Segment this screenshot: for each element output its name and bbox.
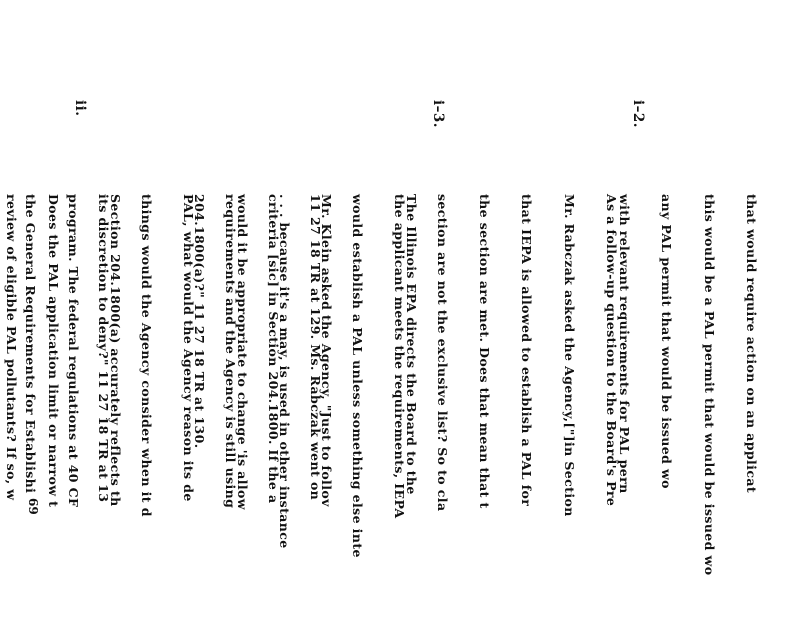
- text-line: with relevant requirements for PAL pern: [616, 194, 632, 494]
- text-line: that IEPA is allowed to establish a PAL for: [519, 194, 535, 507]
- text-line: [150, 194, 164, 549]
- paragraph-ii: [0, 194, 88, 507]
- text-line: Does the PAL application limit or narrow t: [45, 194, 61, 508]
- text-line: that would require action on an applicat: [743, 194, 759, 494]
- text-line: Mr. Klein asked the Agency, "Just to follov: [319, 194, 335, 507]
- page-number: 69: [26, 498, 40, 515]
- text-line: would it be appropriate to change 'is allow: [234, 194, 250, 510]
- text-line: would establish a PAL unless something else inte: [350, 194, 366, 558]
- text-line: The Illinois EPA directs the Board to the: [403, 194, 419, 495]
- section-label-ii: ii.: [72, 100, 88, 117]
- text-line: the applicant meets the requirements, IEPA: [392, 194, 408, 519]
- text-line: program. The federal regulations at 40 CF: [65, 194, 81, 508]
- text-line: criteria [sic] in Section 204.1800. If the a: [265, 194, 281, 504]
- text-line: Mr. Rabczak asked the Agency,["]in Section: [561, 194, 577, 517]
- text-line: PAL, what would the Agency reason its de: [181, 194, 196, 502]
- text-line: . . . because it's a may, is used in other instance: [276, 194, 292, 549]
- text-line: review of eligible PAL pollutants? If so, w: [3, 194, 19, 501]
- text-line: requirements and the Agency is still using: [223, 194, 239, 509]
- text-line: its discretion to deny?" 11 27 18 TR at 13: [96, 194, 112, 503]
- text-line: this would be a PAL permit that would be issued wo: [701, 194, 717, 576]
- text-line: Section 204.1800(a) accurately reflects th: [107, 194, 123, 507]
- text-line: things would the Agency consider when it d: [138, 194, 154, 517]
- section-label-i-3: i–3.: [430, 100, 446, 128]
- text-line: the General Requirements for Establishi: [23, 194, 39, 494]
- section-label-i-2: i–2.: [630, 100, 646, 128]
- text-line: any PAL permit that would be issued wo: [659, 194, 675, 489]
- text-line: 204.1800(a)?" 11 27 18 TR at 130.: [192, 194, 208, 449]
- text-line: As a follow-up question to the Board's Pre: [603, 194, 619, 507]
- text-line: 11 27 18 TR at 129. Ms. Rabczak went on: [307, 194, 323, 501]
- text-line: the section are met. Does that mean that t: [476, 194, 492, 509]
- text-line: [361, 194, 375, 549]
- text-line: section are not the exclusive list? So to cla: [434, 194, 450, 512]
